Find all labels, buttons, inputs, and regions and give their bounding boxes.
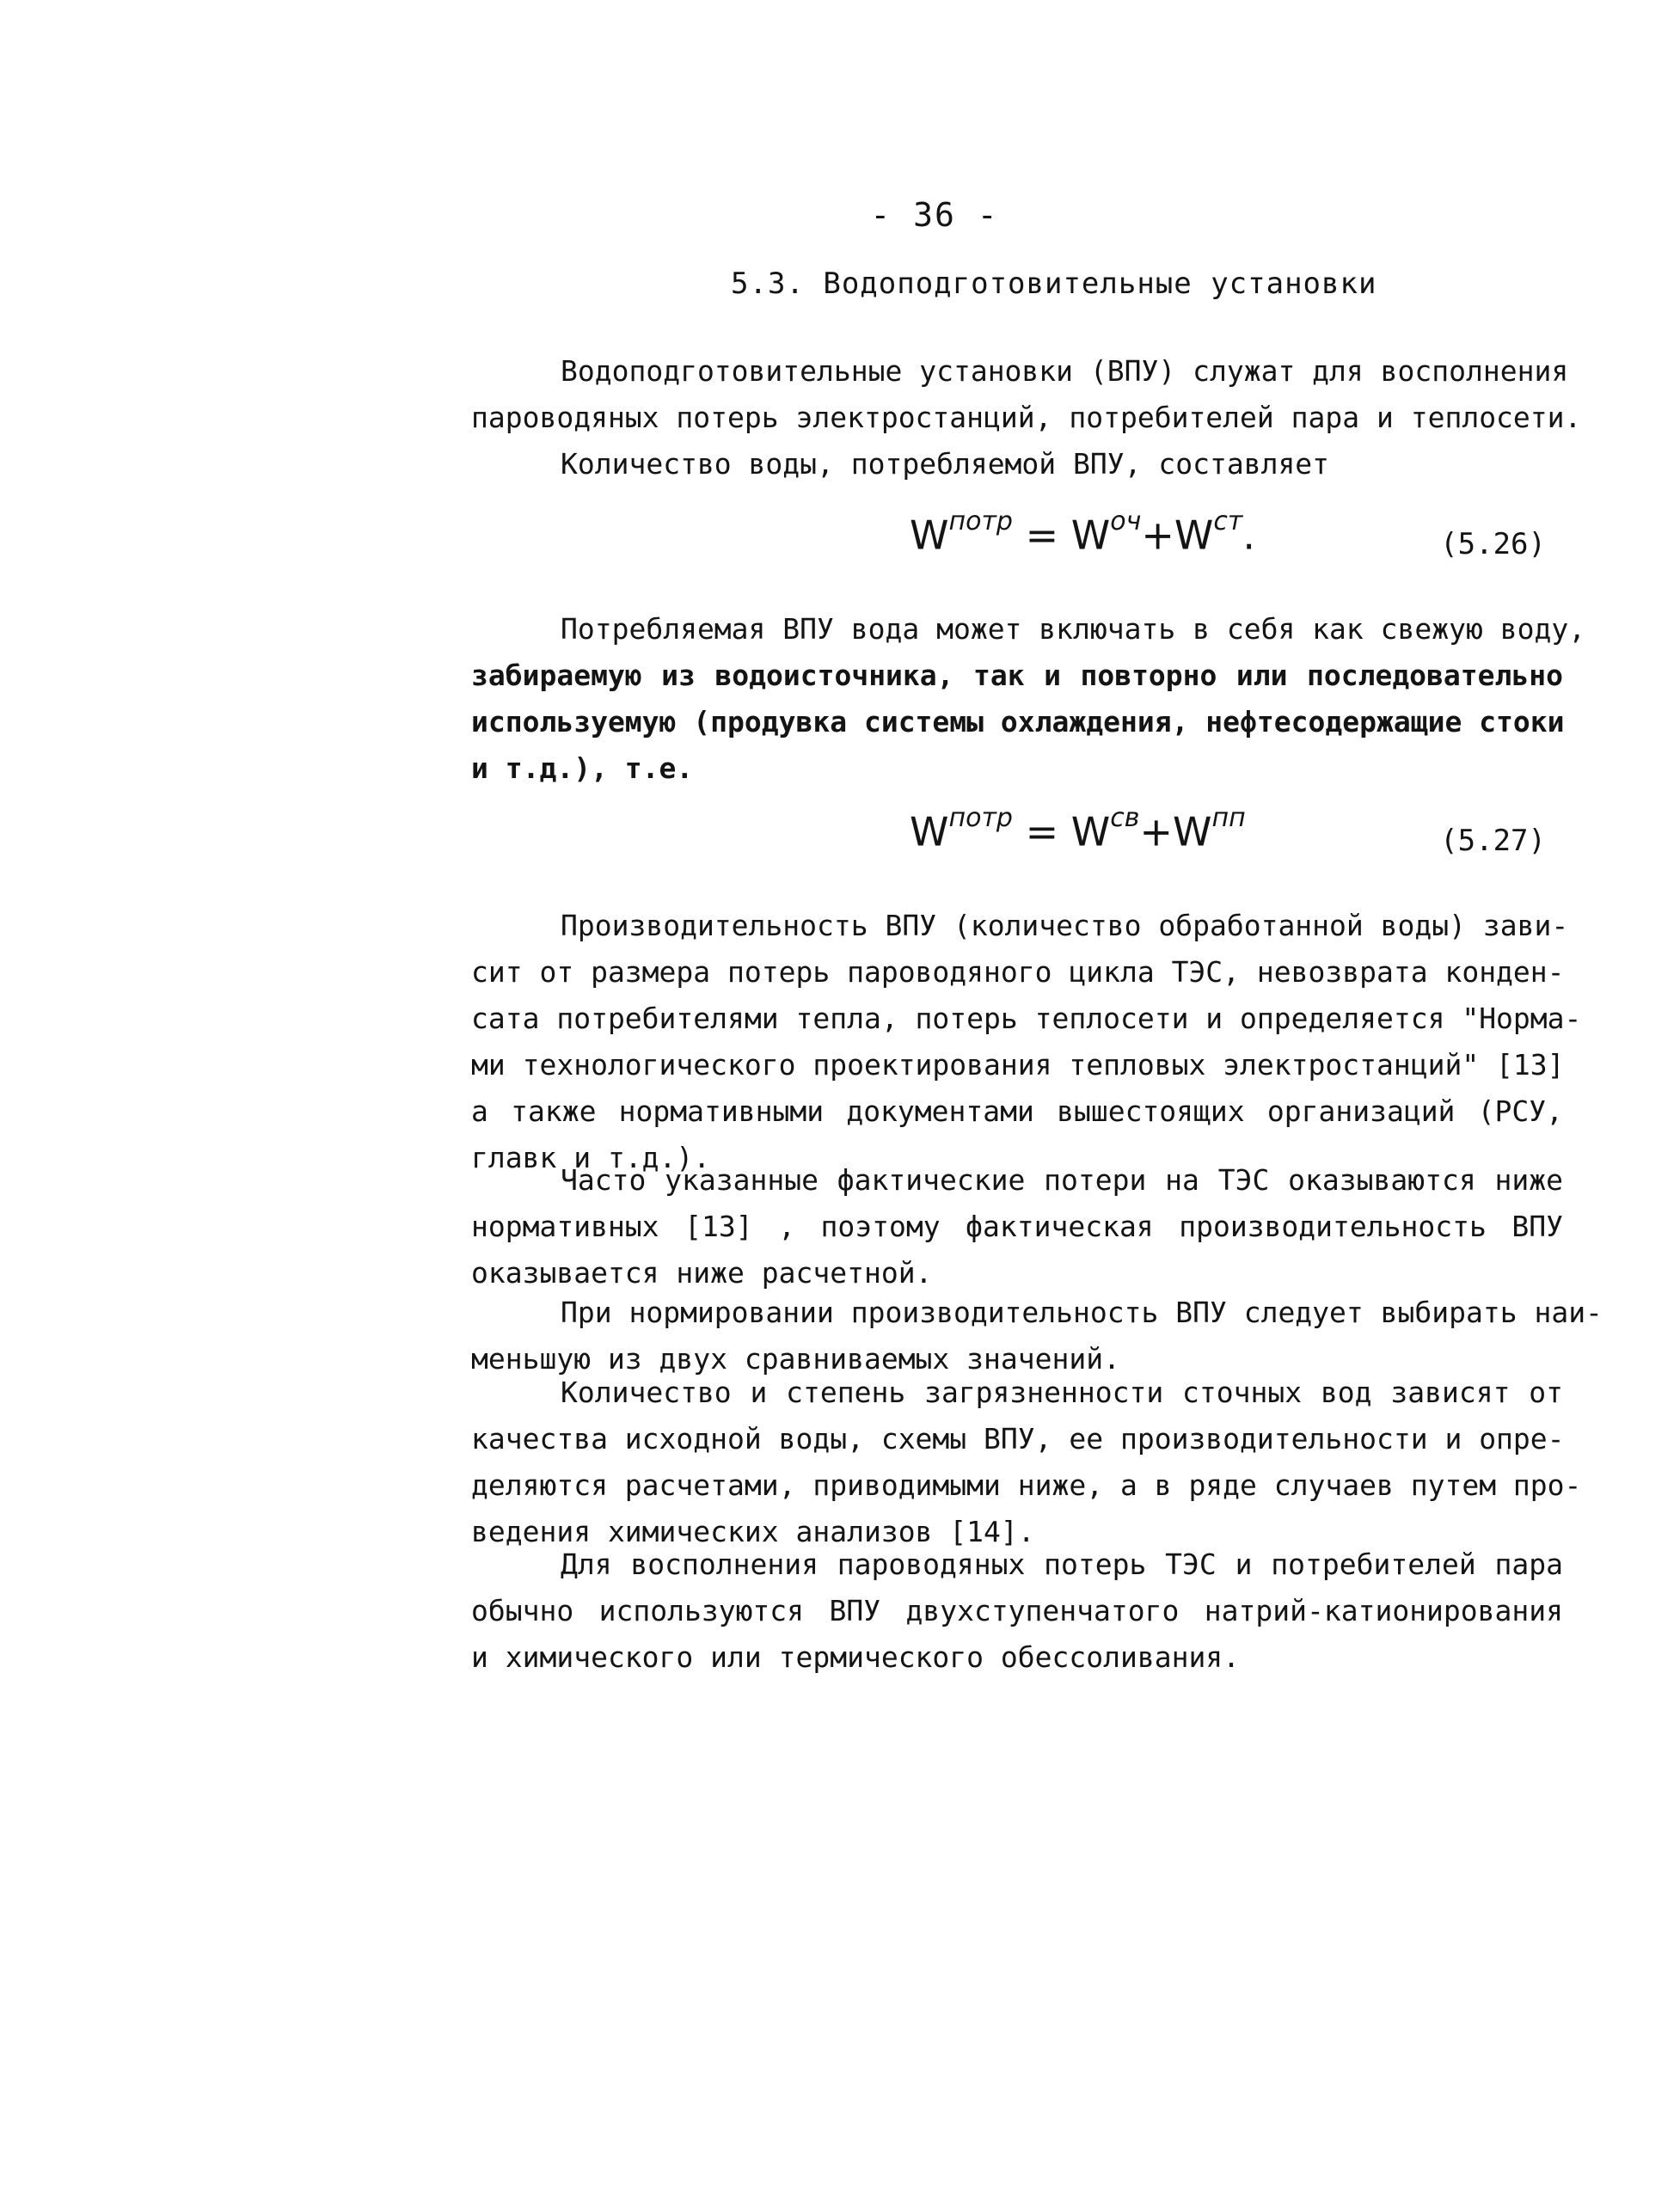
paragraph-2 (471, 606, 1586, 792)
page-number: - 36 - (870, 196, 999, 234)
paragraph-3 (471, 903, 1582, 1181)
text-line: Производительность ВПУ (количество обработанной воды) зави- (561, 909, 1569, 942)
text-line: обычно используются ВПУ двухступенчатого натрий-катионирования (471, 1594, 1563, 1627)
text-line: меньшую из двух сравниваемых значений. (471, 1342, 1120, 1376)
paragraph-4 (471, 1157, 1563, 1296)
text-line: оказывается ниже расчетной. (471, 1256, 933, 1290)
text-line: а также нормативными документами вышестоящих организаций (РСУ, (471, 1094, 1563, 1128)
text-line: деляются расчетами, приводимыми ниже, а в ряде случаев путем про- (471, 1468, 1582, 1502)
text-line: Количество и степень загрязненности сточных вод зависят от (561, 1376, 1563, 1409)
section-title: 5.3. Водоподготовительные установки (731, 267, 1377, 301)
text-line: главк и т.д.). (471, 1141, 711, 1174)
paragraph-6 (471, 1370, 1582, 1555)
text-line: сит от размера потерь пароводяного цикла ТЭС, невозврата конден- (471, 955, 1565, 989)
text-line: качества исходной воды, схемы ВПУ, ее производительности и опре- (471, 1422, 1565, 1456)
paragraph-7 (471, 1541, 1563, 1681)
formula-number: (5.26) (1440, 527, 1546, 561)
text-line: ми технологического проектирования тепловых электростанций" [13] (471, 1048, 1565, 1082)
text-line: При нормировании производительность ВПУ следует выбирать наи- (561, 1296, 1603, 1329)
formula-number: (5.27) (1440, 824, 1546, 858)
formula-expression: $W^{потр} = W^{оч}+W^{ст}$. (910, 506, 1255, 559)
formula-expression: $W^{потр} = W^{св}+W^{пп}$ (910, 803, 1246, 855)
paragraph-1 (471, 348, 1582, 487)
text-line: ведения химических анализов [14]. (471, 1515, 1035, 1548)
text-line: Для восполнения пароводяных потерь ТЭС и потребителей пара (561, 1548, 1563, 1581)
paragraph-5 (471, 1290, 1603, 1382)
text-line: пароводяных потерь электростанций, потребителей пара и теплосети. (471, 401, 1582, 434)
text-line: Количество воды, потребляемой ВПУ, составляет (561, 447, 1330, 481)
text-line: и химического или термического обессоливания. (471, 1640, 1241, 1674)
text-line: сата потребителями тепла, потерь теплосети и определяется "Норма- (471, 1002, 1582, 1035)
text-line: Водоподготовительные установки (ВПУ) служат для восполнения (561, 354, 1569, 388)
formula-5-27 (471, 800, 1563, 877)
text-line: забираемую из водоисточника, так и повторно или последовательно (471, 659, 1563, 692)
formula-5-26 (471, 503, 1563, 580)
text-line: нормативных [13] , поэтому фактическая производительность ВПУ (471, 1210, 1563, 1243)
text-line: Потребляемая ВПУ вода может включать в себя как свежую воду, (561, 612, 1586, 646)
text-line: Часто указанные фактические потери на ТЭС оказываются ниже (561, 1163, 1563, 1197)
text-line: и т.д.), т.е. (471, 751, 694, 785)
text-line: используемую (продувка системы охлаждения, нефтесодержащие стоки (471, 705, 1565, 739)
